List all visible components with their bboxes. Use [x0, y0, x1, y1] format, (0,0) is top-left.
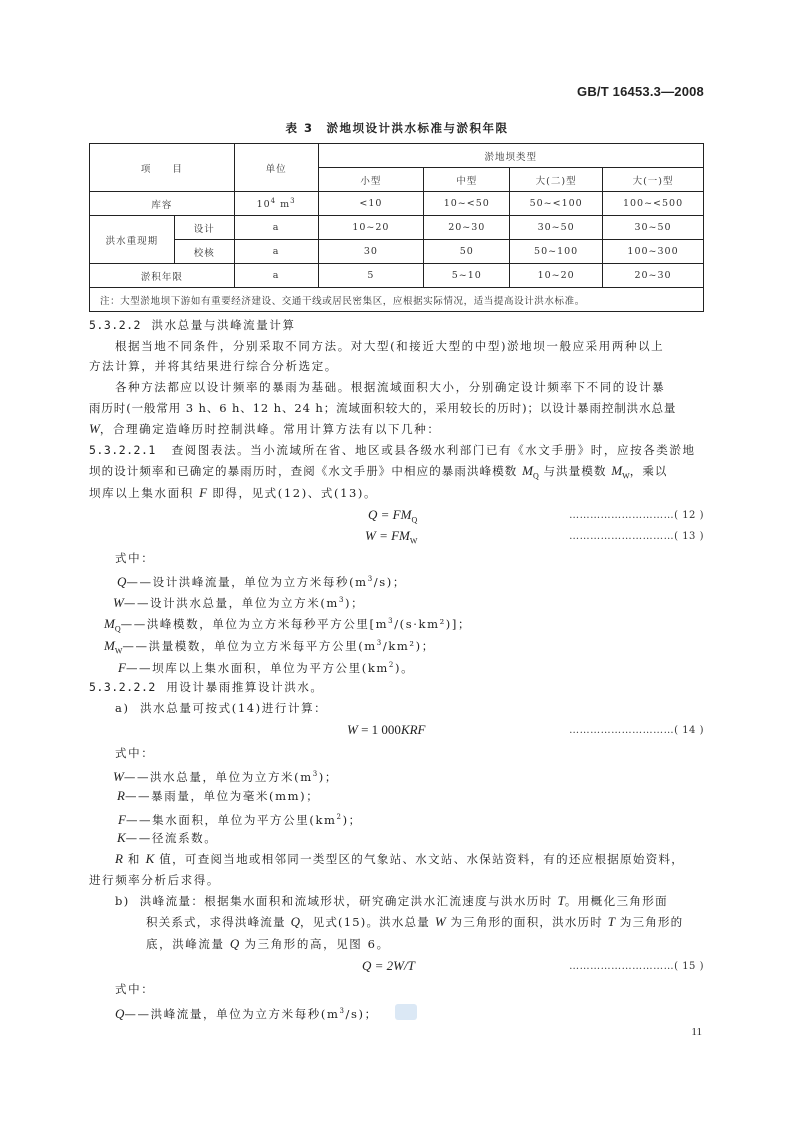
header-item: 项 目: [90, 144, 235, 192]
equation-15: Q = 2W/T: [362, 958, 415, 973]
equation-12: $Q = FM_Q$: [368, 507, 418, 525]
row-unit: $10^4$ $m^3$: [234, 192, 318, 216]
cell: 20~30: [603, 264, 704, 288]
standard-code: GB/T 16453.3—2008: [577, 84, 704, 99]
table-row: [90, 216, 704, 240]
table-row: [90, 240, 704, 264]
row-label: 库容: [90, 192, 235, 216]
where-label: 式中：: [115, 746, 155, 760]
where-label: 式中：: [115, 551, 155, 565]
cell: 100~<500: [603, 192, 704, 216]
cell: 5: [318, 264, 424, 288]
row-sublabel: 设计: [174, 216, 234, 240]
definition-item: W——设计洪水总量，单位为立方米$(m^3)$；: [113, 594, 365, 610]
row-unit: a: [234, 240, 318, 264]
definition-item: F——坝库以上集水面积，单位为平方公里$(km^2)$。: [118, 659, 415, 675]
page-number: 11: [691, 1026, 702, 1038]
row-unit: a: [234, 264, 318, 288]
table-note-row: [90, 288, 704, 312]
paragraph-line: 根据当地不同条件，分别采取不同方法。对大型(和接近大型的中型)淤地坝一般应采用两种以上: [115, 339, 665, 353]
definition-item: F——集水面积，单位为平方公里$(km^2)$；: [118, 811, 362, 827]
definition-item: R——暴雨量，单位为毫米(mm)；: [117, 788, 320, 803]
cell: 20~30: [424, 216, 510, 240]
paragraph-line: 坝的设计频率和已确定的暴雨历时，查阅《水文手册》中相应的暴雨洪峰模数 $M_Q$ 与洪量模数 $M_W$，乘以: [89, 463, 668, 481]
paragraph-line: R 和 K 值，可查阅当地或相邻同一类型区的气象站、水文站、水保站资料，有的还应根据原始资料，: [115, 851, 685, 866]
list-item-a: a) 洪水总量可按式(14)进行计算：: [115, 701, 328, 715]
definition-item: Q——设计洪峰流量，单位为立方米每秒$(m^3/s)$；: [117, 573, 406, 589]
table-caption: 表 3 淤地坝设计洪水标准与淤积年限: [285, 121, 509, 135]
paragraph-line: W，合理确定造峰历时控制洪峰。常用计算方法有以下几种：: [89, 421, 441, 436]
equation-number: …………………………( 14 ): [569, 725, 704, 736]
cell: 10~<50: [424, 192, 510, 216]
header-dam-type: 淤地坝类型: [318, 144, 703, 168]
header-type-large-1: 大(一)型: [603, 168, 704, 192]
definition-item: $M_W——$洪量模数，单位为立方米每平方公里$(m^3/km^2)$；: [104, 637, 435, 656]
cell: <10: [318, 192, 424, 216]
section-heading: 5.3.2.2 洪水总量与洪峰流量计算: [89, 318, 296, 332]
row-label: 淤积年限: [90, 264, 235, 288]
equation-number: …………………………( 12 ): [569, 510, 704, 521]
cell: 100~300: [603, 240, 704, 264]
paragraph-line: 各种方法都应以设计频率的暴雨为基础。根据流域面积大小，分别确定设计频率下不同的设计暴: [115, 380, 666, 394]
cell: 50~100: [510, 240, 603, 264]
list-item-b-continued: 积关系式，求得洪峰流量 Q，见式(15)。洪水总量 W 为三角形的面积，洪水历时 T 为三角形的: [146, 914, 684, 929]
cell: 10~20: [318, 216, 424, 240]
cell: 30~50: [510, 216, 603, 240]
row-label: 洪水重现期: [90, 216, 175, 264]
row-sublabel: 校核: [174, 240, 234, 264]
paragraph-line: 进行频率分析后求得。: [89, 873, 220, 887]
section-heading: 5.3.2.2.2 用设计暴雨推算设计洪水。: [89, 680, 324, 694]
paragraph-line: 方法计算，并将其结果进行综合分析选定。: [89, 359, 338, 373]
table-row: [90, 192, 704, 216]
definition-item: $M_Q——$洪峰模数，单位为立方米每秒平方公里$[m^3/(s\cdot km^2)]$；: [104, 615, 472, 634]
design-flood-standard-table: [89, 143, 704, 312]
list-item-b-continued: 底，洪峰流量 Q 为三角形的高，见图 6。: [146, 936, 390, 951]
cell: 5~10: [424, 264, 510, 288]
cell: 50~<100: [510, 192, 603, 216]
paragraph-line: 雨历时(一般常用 3 h、6 h、12 h、24 h；流域面积较大的，采用较长的历时)；以设计暴雨控制洪水总量: [89, 401, 677, 415]
table-header-row: [90, 144, 704, 168]
equation-number: …………………………( 13 ): [569, 531, 704, 542]
definition-item: W——洪水总量，单位为立方米$(m^3)$；: [113, 768, 338, 784]
sac-logo: [395, 1004, 417, 1020]
cell: 30: [318, 240, 424, 264]
header-unit: 单位: [234, 144, 318, 192]
list-item-b: b) 洪峰流量：根据集水面积和流域形状，研究确定洪水汇流速度与洪水历时 T。用概化三角形面: [115, 893, 669, 908]
row-unit: a: [234, 216, 318, 240]
definition-item: K——径流系数。: [117, 830, 218, 845]
cell: 10~20: [510, 264, 603, 288]
paragraph-line: 坝库以上集水面积 F 即得，见式(12)、式(13)。: [89, 485, 378, 500]
cell: 30~50: [603, 216, 704, 240]
equation-13: $W = FM_W$: [365, 528, 418, 546]
section-heading: 5.3.2.2.1 查阅图表法。当小流域所在省、地区或县各级水利部门已有《水文手册》时，应按各类淤地: [89, 443, 696, 457]
equation-number: …………………………( 15 ): [569, 961, 704, 972]
header-type-large-2: 大(二)型: [510, 168, 603, 192]
definition-item: Q——洪峰流量，单位为立方米每秒$(m^3/s)$；: [115, 1005, 378, 1021]
equation-14: W = 1 000KRF: [347, 722, 426, 737]
table-note: 注：大型淤地坝下游如有重要经济建设、交通干线或居民密集区，应根据实际情况，适当提高设计洪水标准。: [90, 288, 704, 312]
header-type-medium: 中型: [424, 168, 510, 192]
header-type-small: 小型: [318, 168, 424, 192]
table-row: [90, 264, 704, 288]
where-label: 式中：: [115, 982, 155, 996]
cell: 50: [424, 240, 510, 264]
